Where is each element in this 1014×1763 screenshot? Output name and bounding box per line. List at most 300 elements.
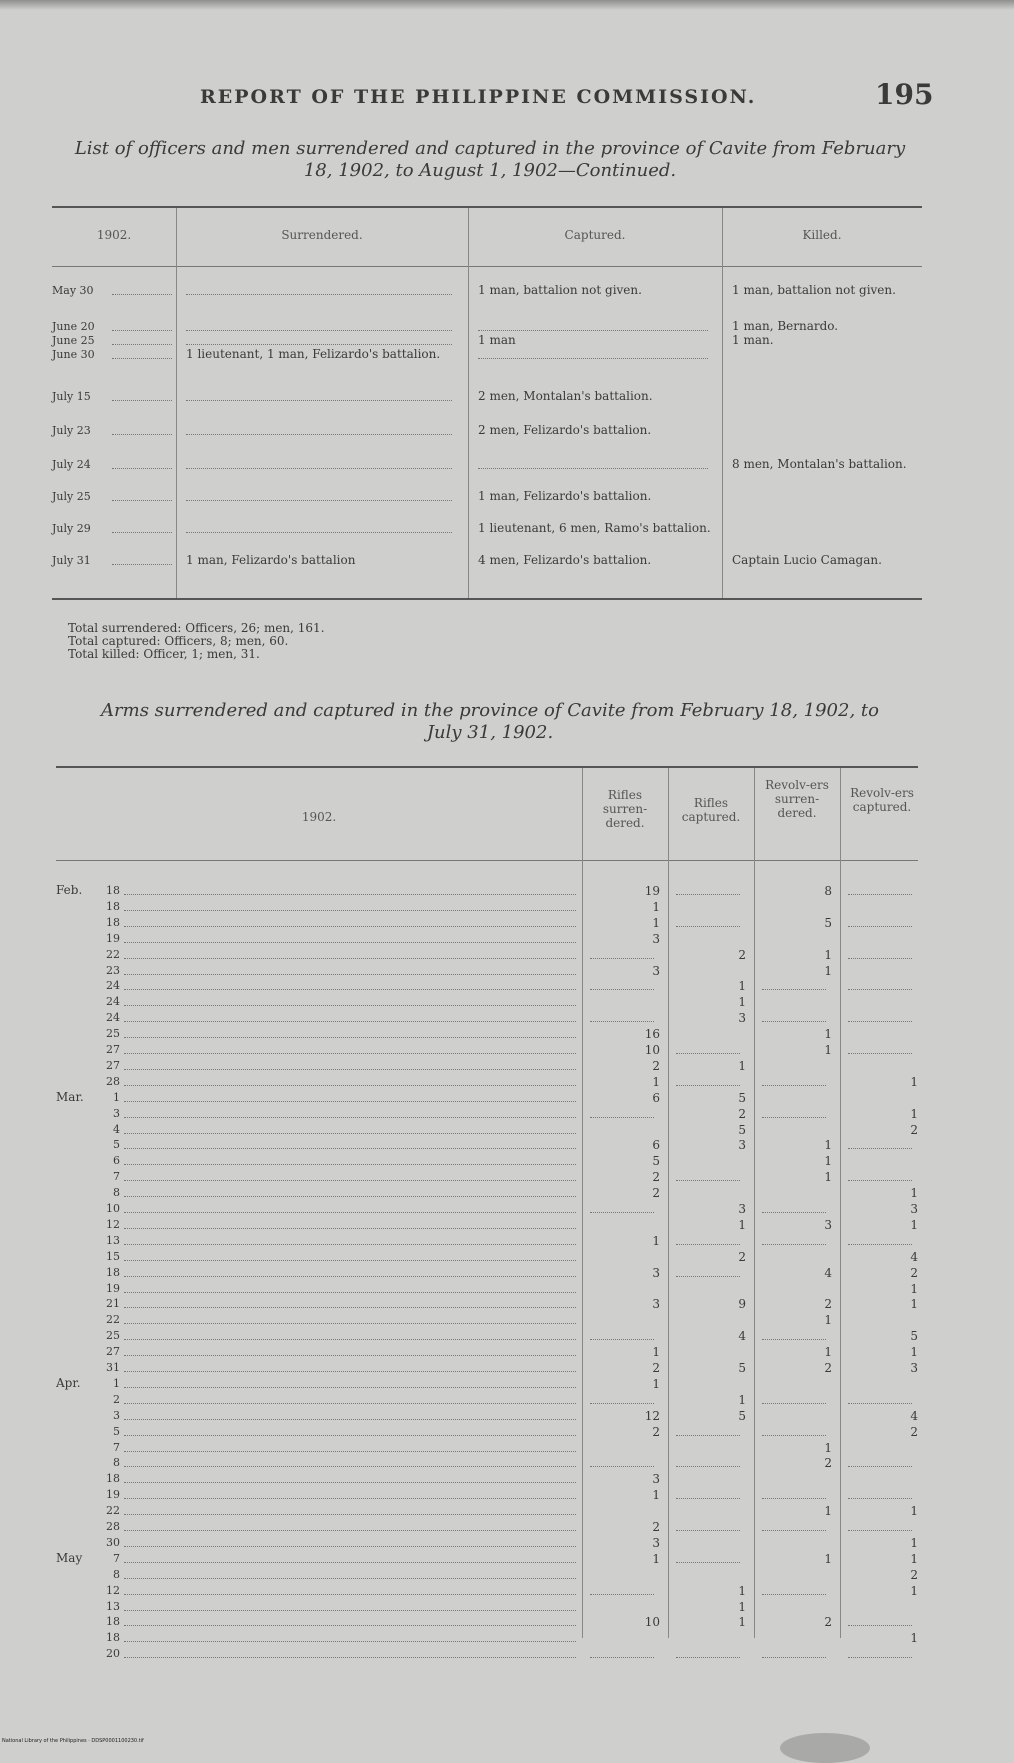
table1-captured-cell: 2 men, Felizardo's battalion. xyxy=(478,423,652,437)
table2-day: 13 xyxy=(106,1234,120,1247)
table2-rs-value: 3 xyxy=(652,1472,660,1486)
table2-month: Feb. xyxy=(56,883,83,897)
table2-day: 8 xyxy=(113,1568,120,1581)
table2-rc-value: 4 xyxy=(738,1329,746,1343)
table2-vs-value: 2 xyxy=(824,1615,832,1629)
table2-rs-value: 12 xyxy=(644,1409,660,1423)
leader-dots xyxy=(762,989,826,990)
leader-dots xyxy=(124,1307,576,1308)
leader-dots xyxy=(112,358,172,359)
table1-totals xyxy=(68,622,325,661)
total-surrendered: Total surrendered: Officers, 26; men, 161. xyxy=(68,621,325,635)
table2-rs-value: 1 xyxy=(652,1552,660,1566)
table2-rs-value: 2 xyxy=(652,1425,660,1439)
table2-day: 2 xyxy=(113,1393,120,1406)
leader-dots xyxy=(848,1403,912,1404)
table2-vs-value: 1 xyxy=(824,964,832,978)
total-killed: Total killed: Officer, 1; men, 31. xyxy=(68,647,260,661)
table2-vs-value: 1 xyxy=(824,1043,832,1057)
leader-dots xyxy=(676,1498,740,1499)
table2-vs-value: 5 xyxy=(824,916,832,930)
leader-dots xyxy=(124,1101,576,1102)
table2-vs-value: 1 xyxy=(824,1504,832,1518)
table2-rs-value: 10 xyxy=(644,1043,660,1057)
table2-vc-value: 4 xyxy=(910,1250,918,1264)
leader-dots xyxy=(124,1625,576,1626)
leader-dots xyxy=(590,1212,654,1213)
table2-rs-value: 2 xyxy=(652,1361,660,1375)
table1-killed-cell: 1 man, Bernardo. xyxy=(732,319,839,333)
table2-day: 24 xyxy=(106,979,120,992)
leader-dots xyxy=(590,1466,654,1467)
table1-killed-cell: 1 man. xyxy=(732,333,774,347)
leader-dots xyxy=(676,1435,740,1436)
table2-vs-value: 2 xyxy=(824,1297,832,1311)
table2-day: 27 xyxy=(106,1043,120,1056)
leader-dots xyxy=(124,1196,576,1197)
table2-vc-value: 5 xyxy=(910,1329,918,1343)
table2-day: 31 xyxy=(106,1361,120,1374)
leader-dots xyxy=(124,1037,576,1038)
table2-header-revolvers-captured: Revolv-ers captured. xyxy=(850,786,914,814)
table2-vc-value: 2 xyxy=(910,1123,918,1137)
table2-header-rule xyxy=(56,860,918,861)
leader-dots xyxy=(112,330,172,331)
leader-dots xyxy=(762,1117,826,1118)
table1-top-rule xyxy=(52,206,922,208)
leader-dots xyxy=(124,910,576,911)
table2-vc-value: 1 xyxy=(910,1075,918,1089)
table2-rc-value: 5 xyxy=(738,1123,746,1137)
table2-vc-value: 1 xyxy=(910,1584,918,1598)
table1-captured-cell: 1 man, Felizardo's battalion. xyxy=(478,489,652,503)
leader-dots xyxy=(676,1466,740,1467)
leader-dots xyxy=(762,1435,826,1436)
leader-dots xyxy=(112,434,172,435)
leader-dots xyxy=(124,1530,576,1531)
leader-dots xyxy=(124,958,576,959)
leader-dots xyxy=(848,958,912,959)
leader-dots xyxy=(124,894,576,895)
table2-vc-value: 1 xyxy=(910,1345,918,1359)
leader-dots xyxy=(124,942,576,943)
leader-dots xyxy=(124,926,576,927)
table2-rs-value: 1 xyxy=(652,1075,660,1089)
table1-col-divider xyxy=(722,208,723,598)
table2-day: 15 xyxy=(106,1250,120,1263)
table2-rs-value: 6 xyxy=(652,1138,660,1152)
leader-dots xyxy=(124,1212,576,1213)
table2-header-rifles-captured: Rifles captured. xyxy=(681,796,741,824)
table2-day: 28 xyxy=(106,1075,120,1088)
table1-killed-cell: 1 man, battalion not given. xyxy=(732,283,896,297)
table2-day: 22 xyxy=(106,1504,120,1517)
table2-day: 7 xyxy=(113,1441,120,1454)
table2-day: 6 xyxy=(113,1154,120,1167)
page-edge-shadow xyxy=(0,0,1014,10)
leader-dots xyxy=(124,1610,576,1611)
table2-day: 7 xyxy=(113,1552,120,1565)
leader-dots xyxy=(186,294,452,295)
leader-dots xyxy=(762,1085,826,1086)
table2-rs-value: 1 xyxy=(652,900,660,914)
leader-dots xyxy=(124,1260,576,1261)
table2-day: 19 xyxy=(106,1282,120,1295)
table1-surrendered-cell: 1 man, Felizardo's battalion xyxy=(186,553,356,567)
leader-dots xyxy=(186,434,452,435)
table2-rc-value: 9 xyxy=(738,1297,746,1311)
leader-dots xyxy=(124,1244,576,1245)
leader-dots xyxy=(762,1530,826,1531)
leader-dots xyxy=(848,926,912,927)
leader-dots xyxy=(676,1530,740,1531)
leader-dots xyxy=(590,1117,654,1118)
page-number: 195 xyxy=(875,78,934,111)
leader-dots xyxy=(186,532,452,533)
leader-dots xyxy=(124,1498,576,1499)
table2-vs-value: 1 xyxy=(824,1154,832,1168)
table2-vc-value: 1 xyxy=(910,1297,918,1311)
leader-dots xyxy=(124,1419,576,1420)
leader-dots xyxy=(124,1562,576,1563)
table2-rc-value: 1 xyxy=(738,1584,746,1598)
leader-dots xyxy=(112,564,172,565)
table2-rs-value: 6 xyxy=(652,1091,660,1105)
table2-day: 3 xyxy=(113,1409,120,1422)
leader-dots xyxy=(762,1244,826,1245)
leader-dots xyxy=(676,1053,740,1054)
table2-vs-value: 2 xyxy=(824,1361,832,1375)
table1-col-divider xyxy=(176,208,177,598)
leader-dots xyxy=(124,1292,576,1293)
table1-header-captured: Captured. xyxy=(564,228,626,242)
table1-header-rule xyxy=(52,266,922,267)
table2-rs-value: 1 xyxy=(652,1377,660,1391)
leader-dots xyxy=(590,1403,654,1404)
table2-day: 30 xyxy=(106,1536,120,1549)
table2-day: 8 xyxy=(113,1456,120,1469)
leader-dots xyxy=(124,1546,576,1547)
table1-caption-line1: List of officers and men surrendered and captured in the province of Cavite from February xyxy=(74,138,906,159)
table2-vs-value: 8 xyxy=(824,884,832,898)
table2-day: 19 xyxy=(106,932,120,945)
leader-dots xyxy=(590,1594,654,1595)
table2-rs-value: 2 xyxy=(652,1059,660,1073)
table2-header-year: 1902. xyxy=(301,810,337,824)
table2-vc-value: 4 xyxy=(910,1409,918,1423)
leader-dots xyxy=(848,1466,912,1467)
leader-dots xyxy=(762,1021,826,1022)
table1-date: July 31 xyxy=(52,554,91,567)
leader-dots xyxy=(478,358,708,359)
table2-month: Mar. xyxy=(56,1090,84,1104)
table2-vs-value: 1 xyxy=(824,1552,832,1566)
table1-surrendered-cell: 1 lieutenant, 1 man, Felizardo's battalion. xyxy=(186,347,441,361)
leader-dots xyxy=(124,1053,576,1054)
leader-dots xyxy=(676,1657,740,1658)
table2-rc-value: 3 xyxy=(738,1202,746,1216)
table2-rs-value: 1 xyxy=(652,916,660,930)
table2-day: 18 xyxy=(106,900,120,913)
table2-rc-value: 1 xyxy=(738,995,746,1009)
leader-dots xyxy=(590,958,654,959)
leader-dots xyxy=(590,1339,654,1340)
leader-dots xyxy=(124,1514,576,1515)
table2-day: 4 xyxy=(113,1123,120,1136)
leader-dots xyxy=(124,1005,576,1006)
table2-day: 18 xyxy=(106,884,120,897)
leader-dots xyxy=(112,468,172,469)
table2-rc-value: 1 xyxy=(738,1393,746,1407)
leader-dots xyxy=(848,989,912,990)
leader-dots xyxy=(478,468,708,469)
table2-day: 18 xyxy=(106,1615,120,1628)
table2-rc-value: 1 xyxy=(738,1059,746,1073)
leader-dots xyxy=(762,1594,826,1595)
leader-dots xyxy=(124,1180,576,1181)
table2-day: 20 xyxy=(106,1647,120,1660)
table2-vc-value: 1 xyxy=(910,1107,918,1121)
table1-col-divider xyxy=(468,208,469,598)
table2-rs-value: 10 xyxy=(644,1615,660,1629)
table2-day: 27 xyxy=(106,1059,120,1072)
table2-vc-value: 1 xyxy=(910,1536,918,1550)
table2-vc-value: 1 xyxy=(910,1504,918,1518)
leader-dots xyxy=(124,1339,576,1340)
table2-day: 24 xyxy=(106,1011,120,1024)
table2-day: 10 xyxy=(106,1202,120,1215)
leader-dots xyxy=(124,1594,576,1595)
table2-rc-value: 2 xyxy=(738,1107,746,1121)
table2-day: 13 xyxy=(106,1600,120,1613)
table2-day: 8 xyxy=(113,1186,120,1199)
leader-dots xyxy=(676,1276,740,1277)
table1-date: May 30 xyxy=(52,284,94,297)
table2-rs-value: 3 xyxy=(652,964,660,978)
table2-vs-value: 1 xyxy=(824,1027,832,1041)
table2-caption-line2: July 31, 1902. xyxy=(426,722,554,743)
leader-dots xyxy=(124,1148,576,1149)
leader-dots xyxy=(848,1180,912,1181)
leader-dots xyxy=(124,1466,576,1467)
leader-dots xyxy=(124,1641,576,1642)
table2-day: 5 xyxy=(113,1138,120,1151)
table2-rs-value: 2 xyxy=(652,1186,660,1200)
leader-dots xyxy=(848,1053,912,1054)
leader-dots xyxy=(112,532,172,533)
leader-dots xyxy=(478,330,708,331)
table2-vs-value: 1 xyxy=(824,1441,832,1455)
table1-date: July 25 xyxy=(52,490,91,503)
table2-col-divider xyxy=(754,768,755,1638)
table2-day: 18 xyxy=(106,1266,120,1279)
leader-dots xyxy=(848,1148,912,1149)
table2-vc-value: 3 xyxy=(910,1361,918,1375)
table1-date: July 29 xyxy=(52,522,91,535)
table1-date: June 20 xyxy=(52,320,95,333)
table1-date: July 15 xyxy=(52,390,91,403)
leader-dots xyxy=(112,400,172,401)
table2-day: 25 xyxy=(106,1329,120,1342)
table2-vs-value: 1 xyxy=(824,1313,832,1327)
table1-date: July 23 xyxy=(52,424,91,437)
table2-vc-value: 1 xyxy=(910,1631,918,1645)
leader-dots xyxy=(124,1435,576,1436)
leader-dots xyxy=(124,974,576,975)
table2-rc-value: 5 xyxy=(738,1361,746,1375)
leader-dots xyxy=(124,1451,576,1452)
leader-dots xyxy=(762,1657,826,1658)
table2-rc-value: 1 xyxy=(738,979,746,993)
table2-rc-value: 3 xyxy=(738,1138,746,1152)
leader-dots xyxy=(124,1085,576,1086)
leader-dots xyxy=(124,1371,576,1372)
leader-dots xyxy=(848,1498,912,1499)
table2-rs-value: 19 xyxy=(644,884,660,898)
footer-credit: National Library of the Philippines · DDSP0001100230.tif xyxy=(2,1738,144,1744)
table2-day: 1 xyxy=(113,1377,120,1390)
leader-dots xyxy=(590,989,654,990)
leader-dots xyxy=(848,1657,912,1658)
table2-day: 3 xyxy=(113,1107,120,1120)
leader-dots xyxy=(186,330,452,331)
table2-vc-value: 1 xyxy=(910,1552,918,1566)
table2-rs-value: 3 xyxy=(652,1266,660,1280)
leader-dots xyxy=(124,1387,576,1388)
table2-vc-value: 2 xyxy=(910,1568,918,1582)
table2-day: 7 xyxy=(113,1170,120,1183)
leader-dots xyxy=(762,1339,826,1340)
table2-day: 24 xyxy=(106,995,120,1008)
table2-day: 12 xyxy=(106,1584,120,1597)
table2-rs-value: 3 xyxy=(652,1297,660,1311)
leader-dots xyxy=(676,1085,740,1086)
table1-captured-cell: 1 man, battalion not given. xyxy=(478,283,642,297)
leader-dots xyxy=(590,1021,654,1022)
table2-rs-value: 3 xyxy=(652,932,660,946)
table2-top-rule xyxy=(56,766,918,768)
table2-col-divider xyxy=(582,768,583,1638)
table2-day: 21 xyxy=(106,1297,120,1310)
table2-day: 22 xyxy=(106,948,120,961)
leader-dots xyxy=(124,1276,576,1277)
table2-vc-value: 3 xyxy=(910,1202,918,1216)
leader-dots xyxy=(124,1117,576,1118)
table2-rc-value: 2 xyxy=(738,948,746,962)
table2-vs-value: 2 xyxy=(824,1456,832,1470)
table1-header-year: 1902. xyxy=(96,228,132,242)
leader-dots xyxy=(676,1180,740,1181)
leader-dots xyxy=(124,1133,576,1134)
table1-captured-cell: 2 men, Montalan's battalion. xyxy=(478,389,653,403)
table2-rs-value: 16 xyxy=(644,1027,660,1041)
table2-header-revolvers-surrendered: Revolv-ers surren-dered. xyxy=(765,778,829,820)
table1-header-killed: Killed. xyxy=(802,228,842,242)
table2-rc-value: 1 xyxy=(738,1615,746,1629)
table1-header-surrendered: Surrendered. xyxy=(281,228,363,242)
table2-day: 12 xyxy=(106,1218,120,1231)
table2-rs-value: 1 xyxy=(652,1345,660,1359)
table2-day: 1 xyxy=(113,1091,120,1104)
table2-month: Apr. xyxy=(56,1376,81,1390)
table2-rs-value: 2 xyxy=(652,1520,660,1534)
table2-col-divider xyxy=(840,768,841,1638)
leader-dots xyxy=(186,400,452,401)
table2-rs-value: 3 xyxy=(652,1536,660,1550)
table2-day: 23 xyxy=(106,964,120,977)
leader-dots xyxy=(676,1562,740,1563)
table2-vc-value: 1 xyxy=(910,1186,918,1200)
table2-day: 28 xyxy=(106,1520,120,1533)
leader-dots xyxy=(762,1403,826,1404)
leader-dots xyxy=(186,500,452,501)
table2-vc-value: 2 xyxy=(910,1425,918,1439)
leader-dots xyxy=(124,1657,576,1658)
leader-dots xyxy=(124,1355,576,1356)
table2-day: 25 xyxy=(106,1027,120,1040)
table1-bottom-rule xyxy=(52,598,922,600)
leader-dots xyxy=(124,1578,576,1579)
table2-month: May xyxy=(56,1551,83,1565)
table1-captured-cell: 1 lieutenant, 6 men, Ramo's battalion. xyxy=(478,521,711,535)
table1-killed-cell: 8 men, Montalan's battalion. xyxy=(732,457,907,471)
leader-dots xyxy=(124,1323,576,1324)
table2-day: 18 xyxy=(106,916,120,929)
table1-killed-cell: Captain Lucio Camagan. xyxy=(732,553,882,567)
leader-dots xyxy=(124,1164,576,1165)
leader-dots xyxy=(112,294,172,295)
table2-rc-value: 2 xyxy=(738,1250,746,1264)
leader-dots xyxy=(676,1244,740,1245)
table1-captured-cell: 4 men, Felizardo's battalion. xyxy=(478,553,652,567)
leader-dots xyxy=(848,894,912,895)
leader-dots xyxy=(186,344,452,345)
leader-dots xyxy=(762,1498,826,1499)
table2-day: 19 xyxy=(106,1488,120,1501)
leader-dots xyxy=(124,1021,576,1022)
table2-rc-value: 3 xyxy=(738,1011,746,1025)
table2-col-divider xyxy=(668,768,669,1638)
table2-rs-value: 1 xyxy=(652,1234,660,1248)
table2-vc-value: 1 xyxy=(910,1218,918,1232)
leader-dots xyxy=(676,894,740,895)
leader-dots xyxy=(112,344,172,345)
leader-dots xyxy=(590,1657,654,1658)
table1-date: July 24 xyxy=(52,458,91,471)
leader-dots xyxy=(124,989,576,990)
leader-dots xyxy=(124,1482,576,1483)
table1-caption-line2: 18, 1902, to August 1, 1902—Continued. xyxy=(303,160,677,181)
leader-dots xyxy=(112,500,172,501)
table2-vs-value: 3 xyxy=(824,1218,832,1232)
leader-dots xyxy=(848,1244,912,1245)
table2-day: 18 xyxy=(106,1472,120,1485)
leader-dots xyxy=(848,1530,912,1531)
table2-vs-value: 1 xyxy=(824,948,832,962)
page-corner-shadow xyxy=(780,1733,870,1763)
table2-header-rifles-surrendered: Rifles surren-dered. xyxy=(602,788,648,830)
table2-rc-value: 5 xyxy=(738,1409,746,1423)
table2-rs-value: 5 xyxy=(652,1154,660,1168)
table2-rc-value: 5 xyxy=(738,1091,746,1105)
table2-day: 27 xyxy=(106,1345,120,1358)
total-captured: Total captured: Officers, 8; men, 60. xyxy=(68,634,289,648)
leader-dots xyxy=(676,926,740,927)
table1-date: June 25 xyxy=(52,334,95,347)
leader-dots xyxy=(124,1228,576,1229)
table1-captured-cell: 1 man xyxy=(478,333,516,347)
table2-caption-line1: Arms surrendered and captured in the province of Cavite from February 18, 1902, to xyxy=(101,700,879,721)
